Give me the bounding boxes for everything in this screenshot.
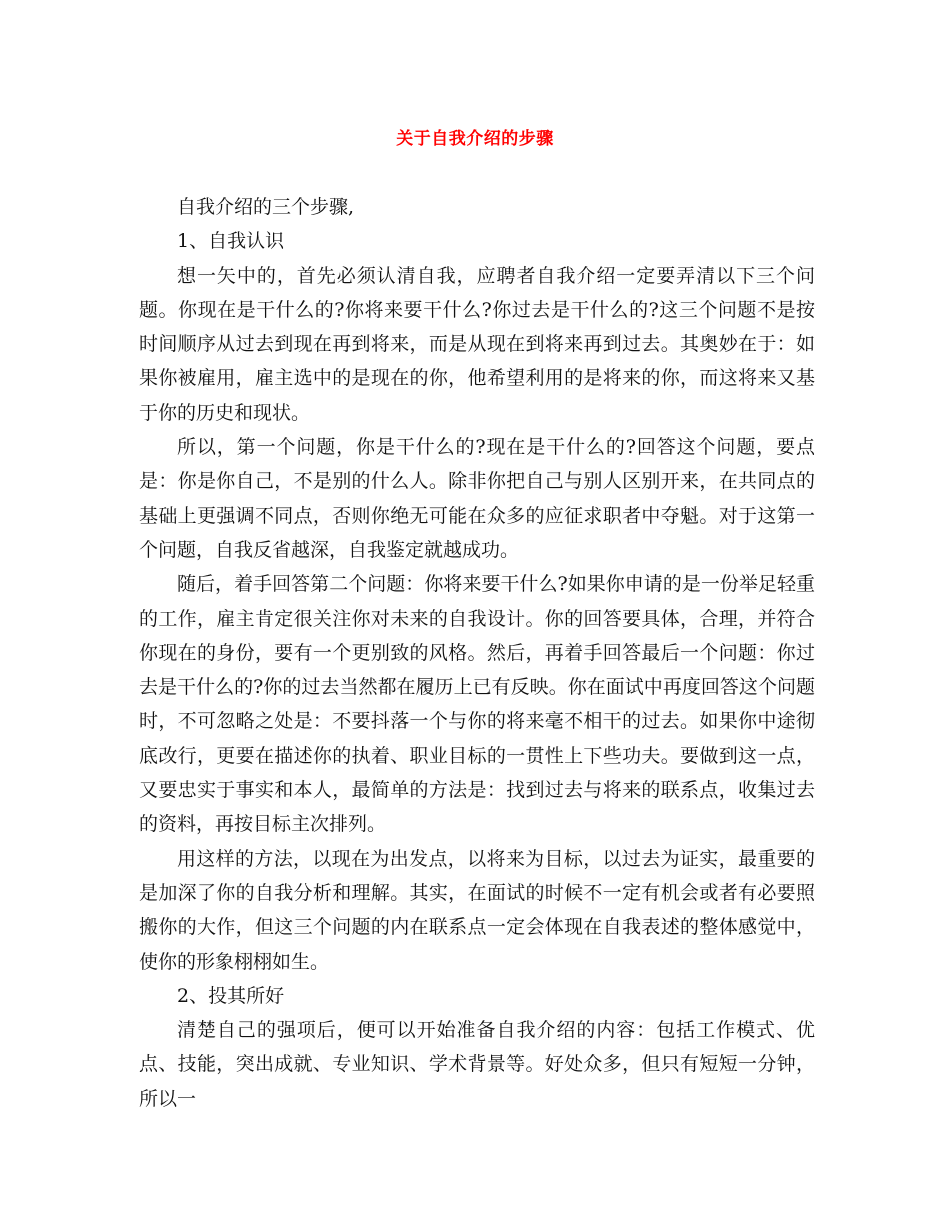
paragraph-2: 所以，第一个问题，你是干什么的?现在是干什么的?回答这个问题，要点是：你是你自己，不是别的什么人。除非你把自己与别人区别开来，在共同点的基础上更强调不同点，否则你绝无可能在众多的应征求职者中夺魁。对于这第一个问题，自我反省越深，自我鉴定就越成功。 — [139, 436, 815, 561]
section-heading-1: 1、自我认识 — [177, 230, 285, 253]
document-title: 关于自我介绍的步骤 — [396, 129, 554, 149]
section-intro: 自我介绍的三个步骤, — [177, 196, 355, 218]
section-heading-2: 2、投其所好 — [177, 984, 285, 1007]
paragraph-3: 随后，着手回答第二个问题：你将来要干什么?如果你申请的是一份举足轻重的工作，雇主肯定很关注你对未来的自我设计。你的回答要具体，合理，并符合你现在的身份，要有一个更别致的风格。然后，再着手回答最后一个问题：你过去是干什么的?你的过去当然都在履历上已有反映。你在面试中再度回答这个问题时，不可忽略之处是：不要抖落一个与你的将来毫不相干的过去。如果你中途彻底改行，更要在描述你的执着、职业目标的一贯性上下些功夫。要做到这一点，又要忠实于事实和本人，最简单的方法是：找到过去与将来的联系点，收集过去的资料，再按目标主次排列。 — [139, 573, 815, 836]
paragraph-4: 用这样的方法，以现在为出发点，以将来为目标，以过去为证实，最重要的是加深了你的自我分析和理解。其实，在面试的时候不一定有机会或者有必要照搬你的大作，但这三个问题的内在联系点一定会体现在自我表述的整体感觉中，使你的形象栩栩如生。 — [139, 847, 815, 973]
paragraph-1: 想一矢中的，首先必须认清自我，应聘者自我介绍一定要弄清以下三个问题。你现在是干什么的?你将来要干什么?你过去是干什么的?这三个问题不是按时间顺序从过去到现在再到将来，而是从现在到将来再到过去。其奥妙在于：如果你被雇用，雇主选中的是现在的你，他希望利用的是将来的你，而这将来又基于你的历史和现状。 — [139, 264, 815, 424]
paragraph-5: 清楚自己的强项后，便可以开始准备自我介绍的内容：包括工作模式、优点、技能，突出成就、专业知识、学术背景等。好处众多，但只有短短一分钟，所以一 — [139, 1019, 815, 1110]
document-body — [139, 190, 815, 1116]
